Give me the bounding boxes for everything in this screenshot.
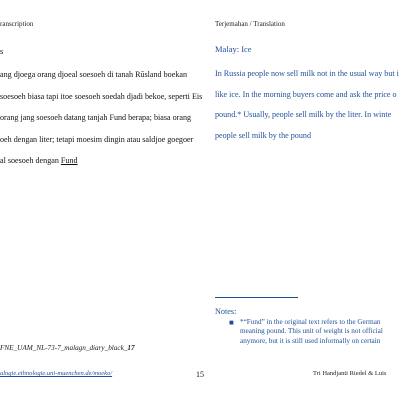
translation-line: pound.* Usually, people sell milk by the liter. In winte [215, 110, 392, 120]
translation-heading: Malay: Ice [215, 44, 252, 54]
notes-label: Notes: [215, 307, 237, 316]
page-number: 15 [196, 370, 204, 379]
translation-paragraph [215, 64, 400, 147]
notes-divider [215, 297, 298, 298]
note-text [240, 318, 400, 346]
translation-line: In Russia people now sell milk not in the usual way but i [215, 69, 399, 78]
transcription-line-last [0, 150, 200, 172]
transcription-line: soesoeh biasa tapi itoe soesoeh soedah djadi bekoe, seperti Eis [0, 91, 203, 101]
header-right-label: Terjemahan / Translation [215, 20, 285, 28]
footer-link[interactable]: alogie.ethnologie.uni-muenchen.de/moeko/ [0, 370, 113, 377]
note-line: meaning pound. This unit of weight is not official [240, 327, 383, 336]
transcription-line: ang djoega orang djoeal soesoeh di tanah Rūsland boekan [0, 70, 188, 79]
transcription-line: oeh dengan liter; tetapi moesim dingin atau saldjoe goegoer [0, 134, 194, 144]
image-caption [0, 344, 135, 352]
underlined-word-fund: Fund [60, 156, 78, 165]
translation-line: like ice. In the morning buyers come and ask the price o [215, 89, 397, 99]
caption-text: FNE_UAM_NL-73-7_malagn_diary_black_ [0, 344, 128, 352]
footer-author: Tri Handjanti Riedel & Luis [313, 370, 387, 377]
transcription-line-text: al soesoeh dengan [0, 156, 61, 165]
caption-number: 17 [127, 344, 135, 352]
transcription-line: orang jang soesoeh datang tanjah Fund berapa; biasa orang [0, 113, 192, 122]
note-line: *“Fund” in the original text refers to the German [240, 318, 381, 326]
note-line: anymore, but it is still used informally on certain [240, 336, 381, 345]
note-bullet-icon: ■ [229, 318, 234, 327]
transcription-heading: s [0, 46, 4, 56]
translation-line: people sell milk by the pound [215, 131, 311, 141]
transcription-paragraph [0, 64, 203, 172]
header-left-label: ranscription [0, 20, 34, 28]
